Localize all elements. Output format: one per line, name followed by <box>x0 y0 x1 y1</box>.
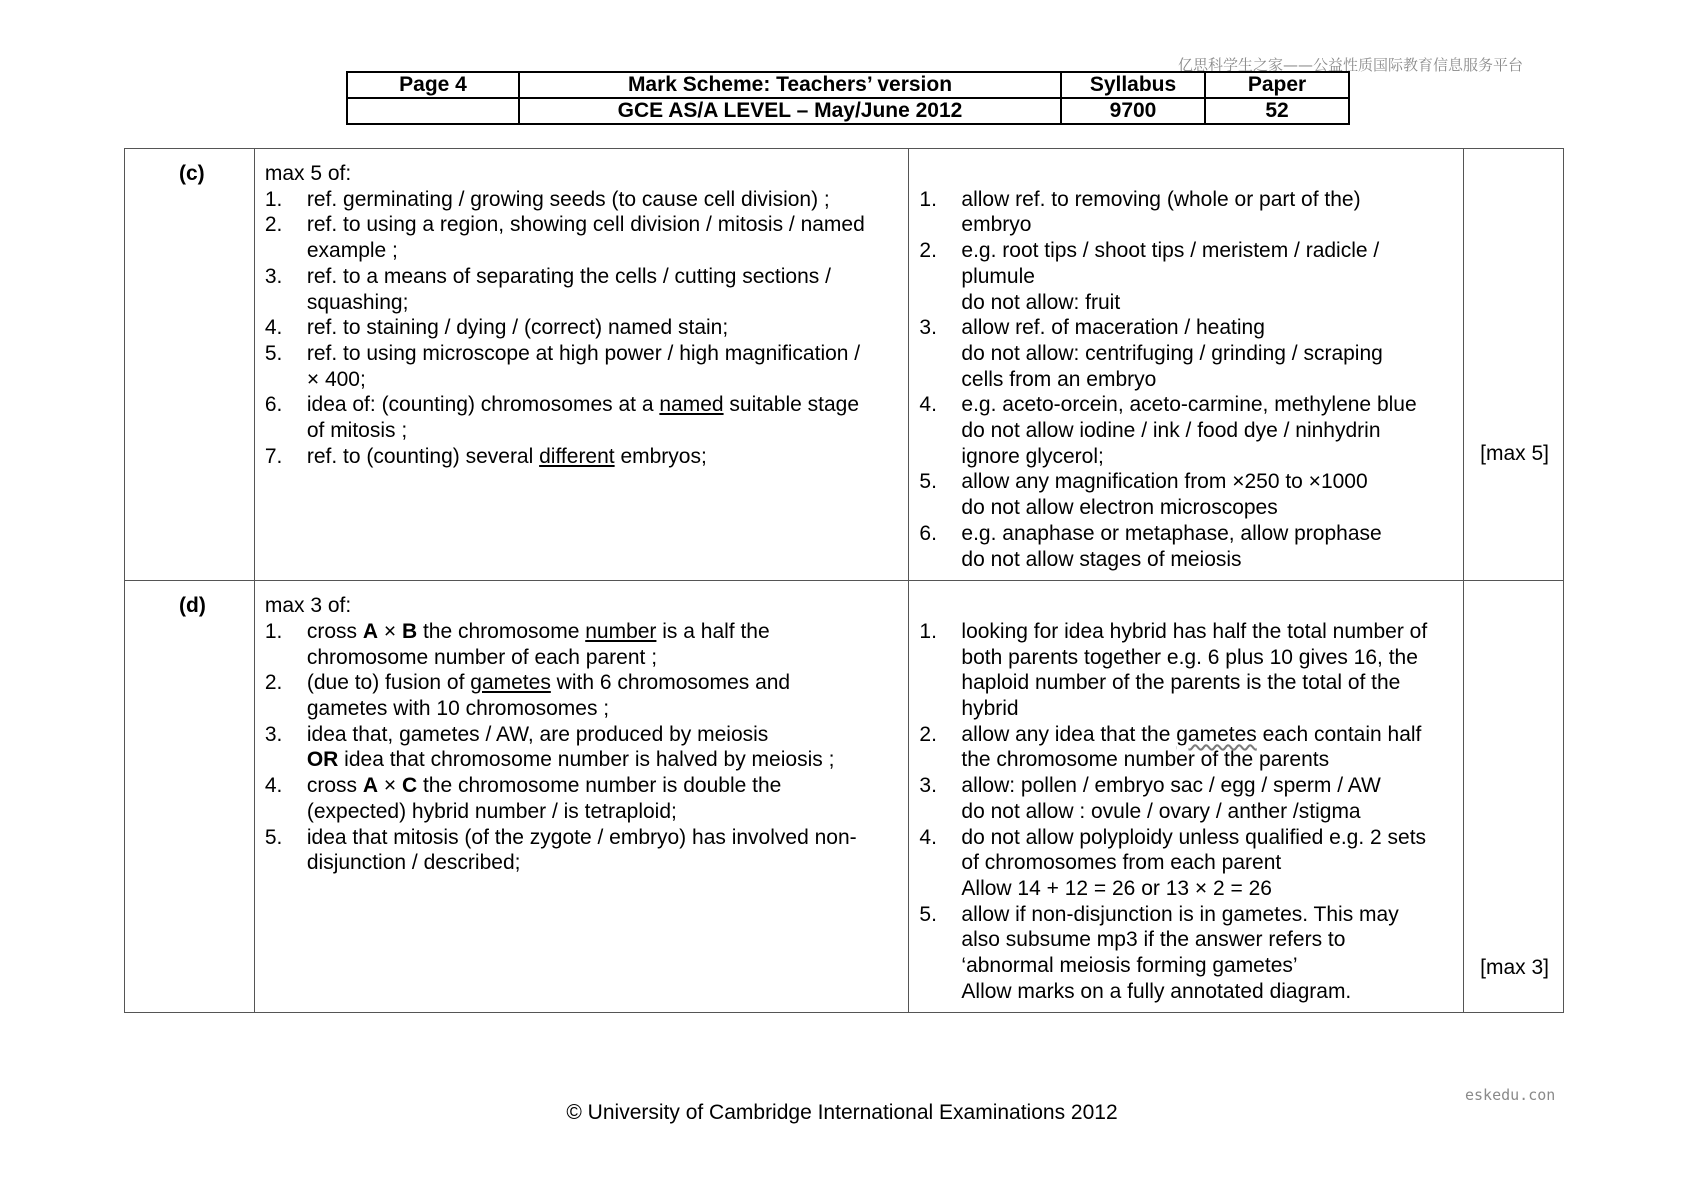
list-item: 3. allow ref. of maceration / heating do not allow: centrifuging / grinding / scraping cells from an embryo <box>919 316 1383 391</box>
copyright-footer: © University of Cambridge International Examinations 2012 <box>566 1101 1118 1124</box>
answer-list <box>265 619 901 876</box>
list-item: 2. allow any idea that the gametes each contain half the chromosome number of the parents <box>919 722 1422 772</box>
list-item: 4. e.g. aceto-orcein, aceto-carmine, methylene blue do not allow iodine / ink / food dye / ninhydrin ignore glycerol; <box>919 393 1417 468</box>
syllabus-value: 9700 <box>1061 98 1205 124</box>
list-item: 1. cross A × B the chromosome number is a half the chromosome number of each parent ; <box>264 619 770 669</box>
question-label-cell <box>125 149 255 581</box>
guidance-list <box>919 187 1455 573</box>
page-label-blank <box>347 98 519 124</box>
answer-list <box>265 187 901 470</box>
list-item: 5. allow any magnification from ×250 to ×1000 do not allow electron microscopes <box>919 470 1368 520</box>
answer-cell <box>254 149 909 581</box>
list-item: 1. ref. germinating / growing seeds (to cause cell division) ; <box>264 187 830 211</box>
paper-label: Paper <box>1205 72 1349 98</box>
mark-scheme-table <box>124 148 1564 1013</box>
syllabus-label: Syllabus <box>1061 72 1205 98</box>
list-item: 4. cross A × C the chromosome number is double the (expected) hybrid number / is tetraploid; <box>264 774 782 823</box>
question-label-cell <box>125 581 255 1013</box>
page-label: Page 4 <box>347 72 519 98</box>
guidance-cell <box>909 581 1464 1013</box>
question-label: (c) <box>179 162 205 185</box>
max-marks: [max 3] <box>1480 955 1549 979</box>
guidance-list <box>919 619 1455 1005</box>
answer-intro: max 3 of: <box>264 594 352 618</box>
list-item: 6. idea of: (counting) chromosomes at a named suitable stage of mitosis ; <box>264 393 860 443</box>
table-row <box>125 581 1564 1013</box>
max-marks: [max 5] <box>1480 441 1549 465</box>
list-item: 7. ref. to (counting) several different embryos; <box>264 444 707 468</box>
list-item: 5. ref. to using microscope at high power / high magnification / × 400; <box>264 341 861 391</box>
watermark-bottom: eskedu.con <box>1465 1086 1556 1104</box>
list-item: 1. allow ref. to removing (whole or part of the) embryo <box>919 187 1361 237</box>
scheme-title: Mark Scheme: Teachers’ version <box>519 72 1061 98</box>
list-item: 3. idea that, gametes / AW, are produced by meiosis OR idea that chromosome number is halved by meiosis ; <box>264 722 835 772</box>
list-item: 3. ref. to a means of separating the cells / cutting sections / squashing; <box>264 264 831 314</box>
marks-cell <box>1464 581 1564 1013</box>
list-item: 2. ref. to using a region, showing cell division / mitosis / named example ; <box>264 213 865 263</box>
list-item: 1. looking for idea hybrid has half the total number of both parents together e.g. 6 plus 10 gives 16, the haploid number of the parents is the total of the hybrid <box>919 619 1428 721</box>
answer-cell <box>254 581 909 1013</box>
table-row <box>125 149 1564 581</box>
list-item: 4. ref. to staining / dying / (correct) named stain; <box>264 316 729 340</box>
list-item: 5. idea that mitosis (of the zygote / embryo) has involved non- disjunction / described; <box>264 825 857 875</box>
marks-cell <box>1464 149 1564 581</box>
watermark-top: 亿思科学生之家——公益性质国际教育信息服务平台 <box>1178 56 1524 74</box>
list-item: 5. allow if non-disjunction is in gametes. This may also subsume mp3 if the answer refers to ‘abnormal meiosis forming gametes’ Allow marks on a fully annotated diagram. <box>919 902 1399 1003</box>
paper-value: 52 <box>1205 98 1349 124</box>
list-item: 6. e.g. anaphase or metaphase, allow prophase do not allow stages of meiosis <box>919 521 1382 571</box>
list-item: 4. do not allow polyploidy unless qualified e.g. 2 sets of chromosomes from each parent Allow 14 + 12 = 26 or 13 × 2 = 26 <box>919 825 1427 900</box>
answer-intro: max 5 of: <box>264 162 352 185</box>
exam-title: GCE AS/A LEVEL – May/June 2012 <box>519 98 1061 124</box>
list-item: 3. allow: pollen / embryo sac / egg / sperm / AW do not allow : ovule / ovary / anther /stigma <box>919 774 1381 823</box>
list-item: 2. (due to) fusion of gametes with 6 chromosomes and gametes with 10 chromosomes ; <box>264 671 791 721</box>
question-label: (d) <box>179 594 206 618</box>
list-item: 2. e.g. root tips / shoot tips / meristem / radicle / plumule do not allow: fruit <box>919 239 1380 314</box>
guidance-cell <box>909 149 1464 581</box>
header-table <box>346 71 1350 125</box>
